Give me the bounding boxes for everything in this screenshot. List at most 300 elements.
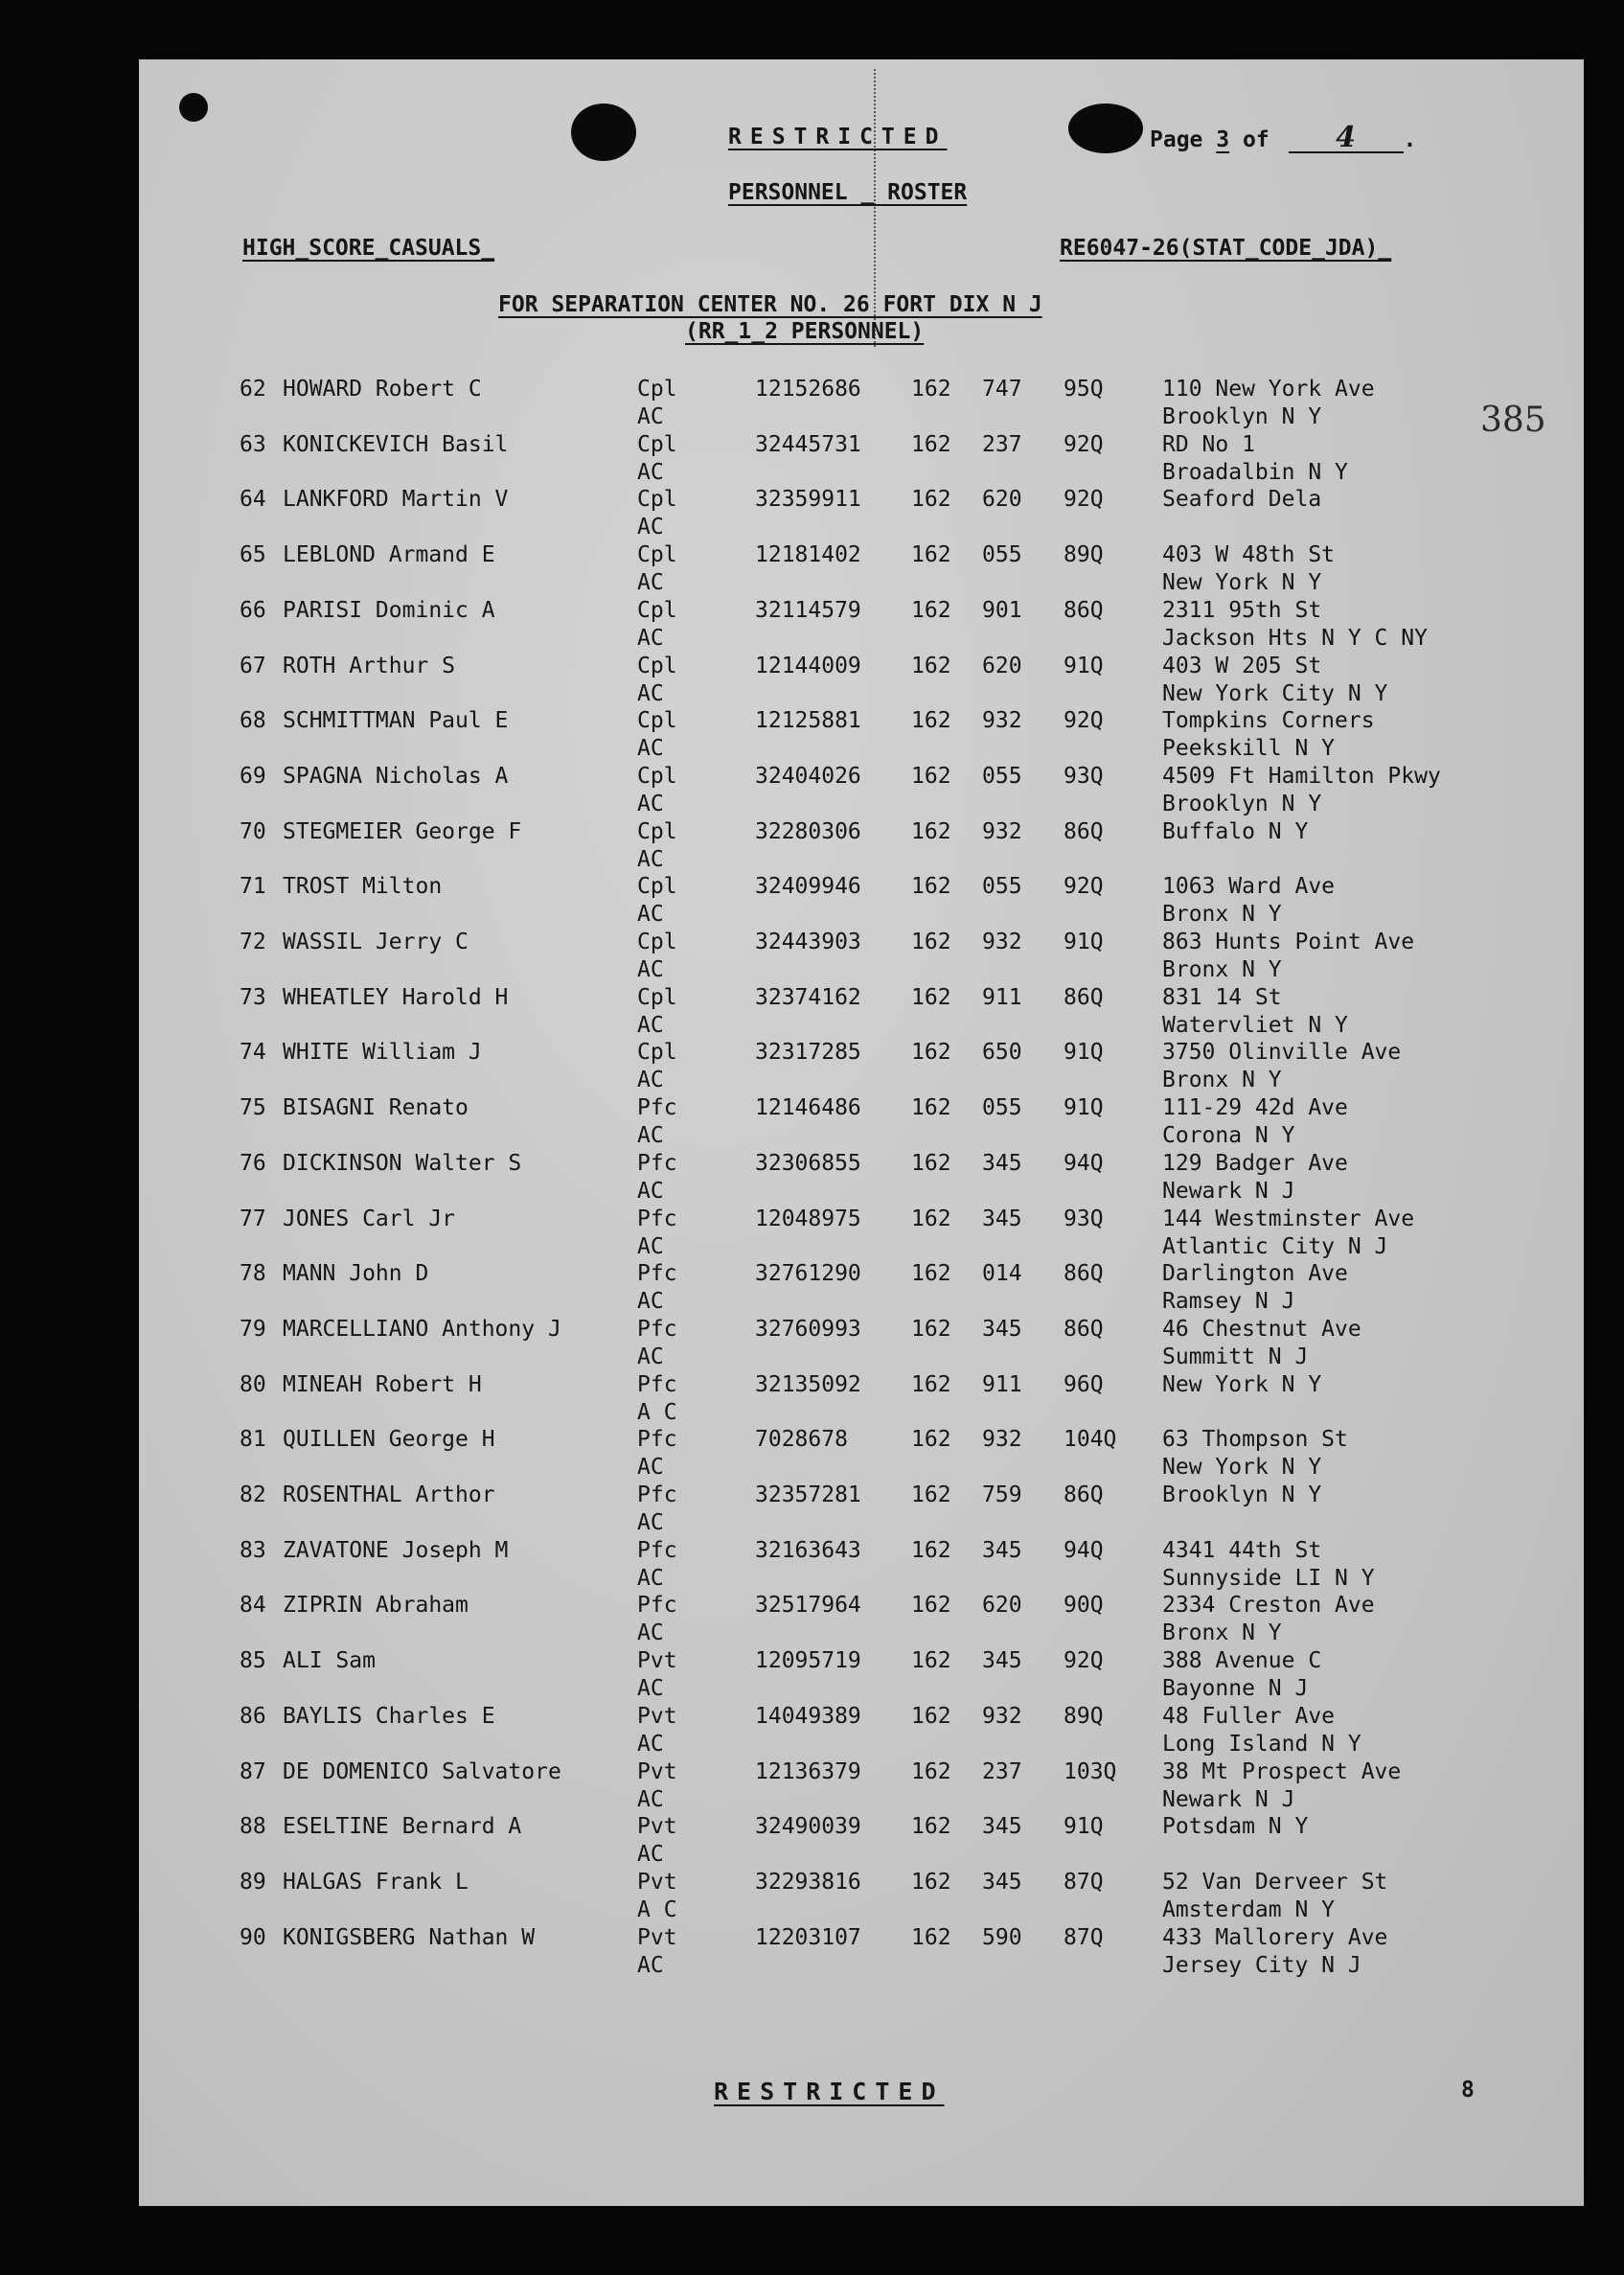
address-line-1: Darlington Ave	[1162, 1261, 1348, 1287]
page-total: 4	[1289, 125, 1404, 153]
code-2: 620	[982, 487, 1022, 513]
code-2: 901	[982, 597, 1022, 623]
code-1: 162	[911, 653, 951, 678]
code-2: 932	[982, 1703, 1022, 1729]
address-line-2: New York N Y	[1162, 1455, 1322, 1481]
address-line-1: Seaford Dela	[1162, 487, 1322, 513]
rank: Pfc	[637, 1593, 677, 1619]
code-2: 014	[982, 1261, 1022, 1287]
code-2: 620	[982, 1593, 1022, 1619]
address-line-2: Newark N J	[1162, 1178, 1295, 1204]
soldier-name: WHEATLEY Harold H	[283, 984, 509, 1010]
address-line-1: 52 Van Derveer St	[1162, 1869, 1388, 1895]
soldier-name: HALGAS Frank L	[283, 1869, 469, 1895]
group-name: HIGH_SCORE_CASUALS_	[242, 236, 495, 261]
branch: AC	[637, 404, 664, 429]
score: 92Q	[1064, 487, 1104, 513]
soldier-name: ESELTINE Bernard A	[283, 1814, 522, 1840]
code-2: 620	[982, 653, 1022, 678]
address-line-2: Brooklyn N Y	[1162, 404, 1322, 429]
soldier-name: LEBLOND Armand E	[283, 542, 495, 568]
address-line-1: 3750 Olinville Ave	[1162, 1040, 1402, 1066]
code-1: 162	[911, 1261, 951, 1287]
code-1: 162	[911, 1482, 951, 1507]
serial-number: 32760993	[755, 1316, 861, 1342]
score: 86Q	[1064, 597, 1104, 623]
score: 91Q	[1064, 1040, 1104, 1066]
table-row	[0, 1814, 1624, 1869]
row-number: 72	[240, 930, 266, 954]
branch: AC	[637, 1731, 664, 1757]
punch-hole	[179, 93, 208, 122]
rank: Cpl	[637, 431, 677, 457]
branch: AC	[637, 1012, 664, 1038]
score: 92Q	[1064, 431, 1104, 457]
address-line-1: 129 Badger Ave	[1162, 1150, 1348, 1176]
code-1: 162	[911, 1537, 951, 1563]
code-2: 759	[982, 1482, 1022, 1507]
page-number: Page 3 of 4 .	[1150, 121, 1417, 154]
soldier-name: KONICKEVICH Basil	[283, 431, 509, 457]
score: 87Q	[1064, 1924, 1104, 1950]
rank: Cpl	[637, 653, 677, 678]
address-line-1: Brooklyn N Y	[1162, 1482, 1322, 1507]
branch: AC	[637, 1842, 664, 1868]
row-number: 75	[240, 1095, 266, 1121]
corner-mark: 8	[1461, 2078, 1475, 2103]
table-row	[0, 1095, 1624, 1150]
address-line-1: 403 W 48th St	[1162, 542, 1336, 568]
code-2: 932	[982, 930, 1022, 954]
code-1: 162	[911, 1150, 951, 1176]
branch: AC	[637, 1068, 664, 1093]
score: 87Q	[1064, 1869, 1104, 1895]
code-1: 162	[911, 763, 951, 789]
row-number: 86	[240, 1703, 266, 1729]
address-line-2: Bronx N Y	[1162, 902, 1282, 928]
row-number: 83	[240, 1537, 266, 1563]
code-2: 932	[982, 818, 1022, 844]
serial-number: 32443903	[755, 930, 861, 954]
score: 92Q	[1064, 874, 1104, 900]
address-line-2: Newark N J	[1162, 1786, 1295, 1812]
branch: AC	[637, 1620, 664, 1646]
table-row	[0, 1151, 1624, 1206]
row-number: 76	[240, 1150, 266, 1176]
serial-number: 32445731	[755, 431, 861, 457]
table-row	[0, 930, 1624, 984]
rank: Pvt	[637, 1648, 677, 1674]
branch: AC	[637, 1123, 664, 1149]
row-number: 82	[240, 1482, 266, 1507]
row-number: 90	[240, 1924, 266, 1950]
row-number: 80	[240, 1371, 266, 1397]
branch: AC	[637, 902, 664, 928]
rank: Pfc	[637, 1371, 677, 1397]
score: 90Q	[1064, 1593, 1104, 1619]
code-1: 162	[911, 818, 951, 844]
score: 86Q	[1064, 1482, 1104, 1507]
serial-number: 32114579	[755, 597, 861, 623]
address-line-2: Corona N Y	[1162, 1123, 1295, 1149]
restricted-bottom-stamp: RESTRICTED	[714, 2078, 945, 2105]
row-number: 63	[240, 431, 266, 457]
table-row	[0, 542, 1624, 597]
score: 91Q	[1064, 1814, 1104, 1840]
code-1: 162	[911, 431, 951, 457]
branch: AC	[637, 846, 664, 872]
score: 86Q	[1064, 1316, 1104, 1342]
table-row	[0, 1593, 1624, 1647]
soldier-name: LANKFORD Martin V	[283, 487, 509, 513]
address-line-1: 144 Westminster Ave	[1162, 1206, 1415, 1231]
table-row	[0, 1427, 1624, 1482]
branch: AC	[637, 1786, 664, 1812]
branch: AC	[637, 1952, 664, 1978]
serial-number: 12136379	[755, 1758, 861, 1784]
row-number: 85	[240, 1648, 266, 1674]
row-number: 67	[240, 653, 266, 678]
table-row	[0, 708, 1624, 763]
table-row	[0, 432, 1624, 487]
branch: A C	[637, 1896, 677, 1922]
rank: Cpl	[637, 542, 677, 568]
serial-number: 12203107	[755, 1924, 861, 1950]
code-1: 162	[911, 377, 951, 402]
rank: Cpl	[637, 930, 677, 954]
branch: AC	[637, 1565, 664, 1591]
address-line-2: Bronx N Y	[1162, 1620, 1282, 1646]
code-1: 162	[911, 1206, 951, 1231]
code-2: 650	[982, 1040, 1022, 1066]
serial-number: 32317285	[755, 1040, 861, 1066]
score: 94Q	[1064, 1150, 1104, 1176]
address-line-2: Bronx N Y	[1162, 957, 1282, 982]
code-1: 162	[911, 1371, 951, 1397]
soldier-name: TROST Milton	[283, 874, 443, 900]
address-line-2: Amsterdam N Y	[1162, 1896, 1336, 1922]
branch: AC	[637, 515, 664, 540]
table-row	[0, 764, 1624, 818]
code-2: 237	[982, 1758, 1022, 1784]
address-line-2: Sunnyside LI N Y	[1162, 1565, 1375, 1591]
code-2: 345	[982, 1648, 1022, 1674]
serial-number: 32374162	[755, 984, 861, 1010]
soldier-name: WHITE William J	[283, 1040, 482, 1066]
row-number: 87	[240, 1758, 266, 1784]
code-2: 911	[982, 1371, 1022, 1397]
rank: Cpl	[637, 818, 677, 844]
code-1: 162	[911, 1040, 951, 1066]
page-of-label: of	[1242, 127, 1269, 152]
address-line-1: 111-29 42d Ave	[1162, 1095, 1348, 1121]
serial-number: 32135092	[755, 1371, 861, 1397]
row-number: 64	[240, 487, 266, 513]
address-line-2: Bronx N Y	[1162, 1068, 1282, 1093]
table-row	[0, 819, 1624, 874]
serial-number: 32163643	[755, 1537, 861, 1563]
code-1: 162	[911, 1593, 951, 1619]
table-row	[0, 874, 1624, 929]
soldier-name: ROTH Arthur S	[283, 653, 456, 678]
code-1: 162	[911, 487, 951, 513]
soldier-name: MINEAH Robert H	[283, 1371, 482, 1397]
row-number: 79	[240, 1316, 266, 1342]
code-1: 162	[911, 930, 951, 954]
rank: Cpl	[637, 487, 677, 513]
rank: Cpl	[637, 377, 677, 402]
branch: AC	[637, 791, 664, 816]
code-2: 055	[982, 1095, 1022, 1121]
address-line-2: Watervliet N Y	[1162, 1012, 1348, 1038]
branch: AC	[637, 1233, 664, 1259]
page-label: Page	[1150, 127, 1203, 152]
table-row	[0, 1261, 1624, 1316]
separation-center-title: FOR SEPARATION CENTER NO. 26 FORT DIX N J	[498, 292, 1042, 317]
address-line-2: Peekskill N Y	[1162, 736, 1336, 762]
soldier-name: WASSIL Jerry C	[283, 930, 469, 954]
rank: Cpl	[637, 763, 677, 789]
personnel-type: (RR_1_2 PERSONNEL)	[685, 319, 925, 344]
address-line-2: Ramsey N J	[1162, 1289, 1295, 1315]
soldier-name: ROSENTHAL Arthor	[283, 1482, 495, 1507]
address-line-1: 433 Mallorery Ave	[1162, 1924, 1388, 1950]
rank: Cpl	[637, 597, 677, 623]
serial-number: 12146486	[755, 1095, 861, 1121]
address-line-2: New York City N Y	[1162, 680, 1388, 706]
branch: AC	[637, 957, 664, 982]
soldier-name: PARISI Dominic A	[283, 597, 495, 623]
row-number: 73	[240, 984, 266, 1010]
score: 95Q	[1064, 377, 1104, 402]
serial-number: 32404026	[755, 763, 861, 789]
soldier-name: DICKINSON Walter S	[283, 1150, 522, 1176]
address-line-1: New York N Y	[1162, 1371, 1322, 1397]
table-row	[0, 487, 1624, 541]
rank: Pvt	[637, 1924, 677, 1950]
table-row	[0, 1870, 1624, 1924]
serial-number: 32409946	[755, 874, 861, 900]
code-1: 162	[911, 1814, 951, 1840]
soldier-name: ALI Sam	[283, 1648, 376, 1674]
serial-number: 32761290	[755, 1261, 861, 1287]
table-row	[0, 1759, 1624, 1814]
score: 91Q	[1064, 930, 1104, 954]
code-2: 345	[982, 1814, 1022, 1840]
code-2: 345	[982, 1537, 1022, 1563]
soldier-name: QUILLEN George H	[283, 1427, 495, 1453]
row-number: 69	[240, 763, 266, 789]
serial-number: 12152686	[755, 377, 861, 402]
row-number: 77	[240, 1206, 266, 1231]
address-line-1: 2311 95th St	[1162, 597, 1322, 623]
address-line-2: Summitt N J	[1162, 1344, 1309, 1369]
code-2: 055	[982, 874, 1022, 900]
rank: Pfc	[637, 1206, 677, 1231]
address-line-1: 2334 Creston Ave	[1162, 1593, 1375, 1619]
rank: Cpl	[637, 708, 677, 734]
rank: Pfc	[637, 1537, 677, 1563]
score: 96Q	[1064, 1371, 1104, 1397]
rank: Cpl	[637, 874, 677, 900]
score: 86Q	[1064, 984, 1104, 1010]
score: 89Q	[1064, 1703, 1104, 1729]
code-1: 162	[911, 1095, 951, 1121]
code-2: 932	[982, 1427, 1022, 1453]
code-1: 162	[911, 1703, 951, 1729]
branch: AC	[637, 1676, 664, 1702]
serial-number: 32293816	[755, 1869, 861, 1895]
address-line-1: 110 New York Ave	[1162, 377, 1375, 402]
rank: Cpl	[637, 984, 677, 1010]
table-row	[0, 1317, 1624, 1371]
address-line-2: Broadalbin N Y	[1162, 459, 1348, 485]
serial-number: 32359911	[755, 487, 861, 513]
rank: Pvt	[637, 1869, 677, 1895]
score: 92Q	[1064, 708, 1104, 734]
soldier-name: DE DOMENICO Salvatore	[283, 1758, 561, 1784]
rank: Pfc	[637, 1095, 677, 1121]
branch: AC	[637, 570, 664, 596]
score: 92Q	[1064, 1648, 1104, 1674]
address-line-1: Potsdam N Y	[1162, 1814, 1309, 1840]
serial-number: 32280306	[755, 818, 861, 844]
table-row	[0, 1925, 1624, 1980]
score: 104Q	[1064, 1427, 1117, 1453]
serial-number: 12095719	[755, 1648, 861, 1674]
code-1: 162	[911, 874, 951, 900]
address-line-1: Buffalo N Y	[1162, 818, 1309, 844]
branch: AC	[637, 1455, 664, 1481]
table-row	[0, 377, 1624, 431]
row-number: 81	[240, 1427, 266, 1453]
code-2: 345	[982, 1150, 1022, 1176]
serial-number: 32357281	[755, 1482, 861, 1507]
stat-code: RE6047-26(STAT_CODE_JDA)_	[1060, 236, 1392, 261]
address-line-1: 403 W 205 St	[1162, 653, 1322, 678]
table-row	[0, 1648, 1624, 1703]
soldier-name: BISAGNI Renato	[283, 1095, 469, 1121]
code-1: 162	[911, 1316, 951, 1342]
row-number: 62	[240, 377, 266, 402]
code-1: 162	[911, 1648, 951, 1674]
serial-number: 12048975	[755, 1206, 861, 1231]
branch: AC	[637, 736, 664, 762]
branch: AC	[637, 1510, 664, 1535]
serial-number: 32306855	[755, 1150, 861, 1176]
code-1: 162	[911, 708, 951, 734]
address-line-1: 48 Fuller Ave	[1162, 1703, 1336, 1729]
rank: Pvt	[637, 1758, 677, 1784]
soldier-name: BAYLIS Charles E	[283, 1703, 495, 1729]
restricted-top-stamp: RESTRICTED	[728, 125, 948, 149]
rank: Cpl	[637, 1040, 677, 1066]
address-line-1: RD No 1	[1162, 431, 1255, 457]
row-number: 89	[240, 1869, 266, 1895]
code-2: 932	[982, 708, 1022, 734]
score: 91Q	[1064, 653, 1104, 678]
code-2: 345	[982, 1316, 1022, 1342]
row-number: 66	[240, 597, 266, 623]
rank: Pfc	[637, 1261, 677, 1287]
soldier-name: SCHMITTMAN Paul E	[283, 708, 509, 734]
address-line-1: 63 Thompson St	[1162, 1427, 1348, 1453]
score: 103Q	[1064, 1758, 1117, 1784]
rank: Pfc	[637, 1427, 677, 1453]
code-2: 055	[982, 542, 1022, 568]
soldier-name: ZAVATONE Joseph M	[283, 1537, 509, 1563]
address-line-2: Brooklyn N Y	[1162, 791, 1322, 816]
table-row	[0, 1482, 1624, 1537]
code-1: 162	[911, 1924, 951, 1950]
soldier-name: KONIGSBERG Nathan W	[283, 1924, 536, 1950]
score: 86Q	[1064, 818, 1104, 844]
soldier-name: MANN John D	[283, 1261, 429, 1287]
score: 86Q	[1064, 1261, 1104, 1287]
code-1: 162	[911, 1869, 951, 1895]
rank: Pfc	[637, 1482, 677, 1507]
table-row	[0, 1040, 1624, 1094]
score: 91Q	[1064, 1095, 1104, 1121]
address-line-2: New York N Y	[1162, 570, 1322, 596]
serial-number: 14049389	[755, 1703, 861, 1729]
rank: Pvt	[637, 1703, 677, 1729]
address-line-2: Jackson Hts N Y C NY	[1162, 625, 1428, 651]
row-number: 65	[240, 542, 266, 568]
table-row	[0, 985, 1624, 1040]
branch: AC	[637, 459, 664, 485]
soldier-name: STEGMEIER George F	[283, 818, 522, 844]
branch: AC	[637, 1344, 664, 1369]
branch: AC	[637, 1289, 664, 1315]
rank: Pvt	[637, 1814, 677, 1840]
code-2: 911	[982, 984, 1022, 1010]
score: 93Q	[1064, 1206, 1104, 1231]
serial-number: 12125881	[755, 708, 861, 734]
row-number: 78	[240, 1261, 266, 1287]
address-line-1: 1063 Ward Ave	[1162, 874, 1336, 900]
address-line-1: Tompkins Corners	[1162, 708, 1375, 734]
score: 93Q	[1064, 763, 1104, 789]
branch: AC	[637, 680, 664, 706]
address-line-1: 4341 44th St	[1162, 1537, 1322, 1563]
table-row	[0, 598, 1624, 653]
serial-number: 12181402	[755, 542, 861, 568]
serial-number: 7028678	[755, 1427, 848, 1453]
serial-number: 32517964	[755, 1593, 861, 1619]
code-1: 162	[911, 984, 951, 1010]
code-2: 747	[982, 377, 1022, 402]
branch: AC	[637, 625, 664, 651]
row-number: 84	[240, 1593, 266, 1619]
row-number: 71	[240, 874, 266, 900]
punch-hole	[1068, 103, 1143, 153]
address-line-2: Long Island N Y	[1162, 1731, 1361, 1757]
table-row	[0, 1704, 1624, 1758]
score: 94Q	[1064, 1537, 1104, 1563]
soldier-name: JONES Carl Jr	[283, 1206, 456, 1231]
code-2: 345	[982, 1206, 1022, 1231]
address-line-2: Atlantic City N J	[1162, 1233, 1388, 1259]
code-1: 162	[911, 542, 951, 568]
soldier-name: ZIPRIN Abraham	[283, 1593, 469, 1619]
code-1: 162	[911, 1758, 951, 1784]
row-number: 68	[240, 708, 266, 734]
code-2: 237	[982, 431, 1022, 457]
row-number: 70	[240, 818, 266, 844]
soldier-name: HOWARD Robert C	[283, 377, 482, 402]
soldier-name: SPAGNA Nicholas A	[283, 763, 509, 789]
